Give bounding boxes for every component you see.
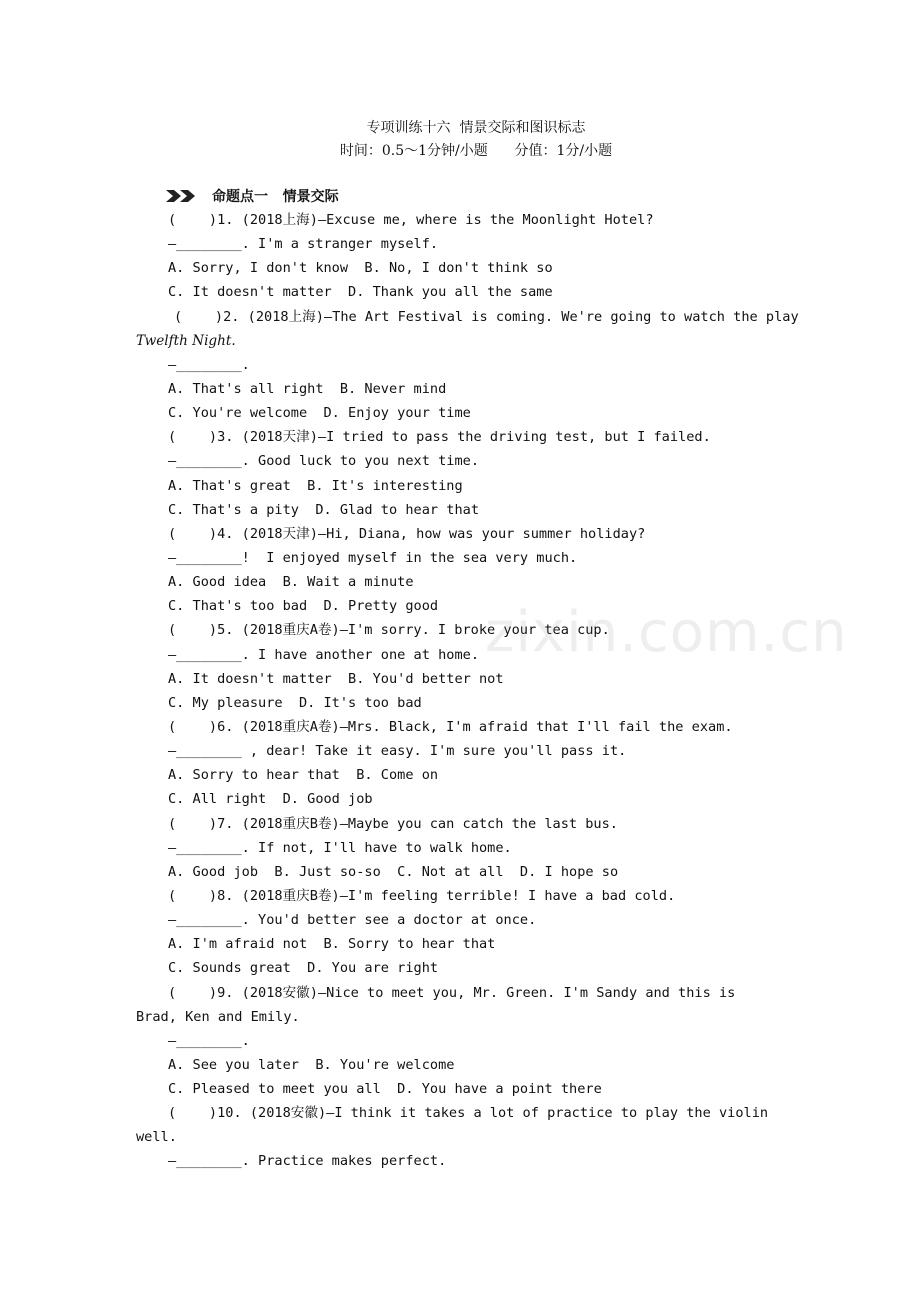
options-line: C. That's a pity D. Glad to hear that — [168, 501, 479, 518]
answer-line: —________. I have another one at home. — [168, 646, 479, 663]
page-title: 专项训练十六 情景交际和图识标志 — [366, 120, 586, 136]
answer-line: —________. — [168, 1032, 250, 1049]
answer-line: —________. I'm a stranger myself. — [168, 236, 439, 253]
options-line: C. All right D. Good job — [168, 791, 373, 808]
options-line: A. I'm afraid not B. Sorry to hear that — [168, 936, 496, 953]
answer-line: —________ , dear! Take it easy. I'm sure you'll pass it. — [168, 743, 627, 760]
watermark: zixin.com.cn — [485, 600, 848, 665]
question-stem-continued: well. — [136, 1129, 177, 1146]
answer-line: —________. Good luck to you next time. — [168, 453, 479, 470]
options-line: A. Good idea B. Wait a minute — [168, 574, 414, 591]
options-line: A. Sorry, I don't know B. No, I don't think so — [168, 260, 553, 277]
question-stem: ( )7. (2018重庆B卷)—Maybe you can catch the last bus. — [168, 815, 618, 832]
section-label: 命题点一 情景交际 — [212, 189, 339, 205]
options-line: C. It doesn't matter D. Thank you all the same — [168, 284, 553, 301]
question-stem: ( )4. (2018天津)—Hi, Diana, how was your summer holiday? — [168, 525, 646, 542]
question-stem: ( )6. (2018重庆A卷)—Mrs. Black, I'm afraid that I'll fail the exam. — [168, 718, 733, 735]
double-chevron-icon — [166, 188, 200, 204]
question-list — [136, 208, 836, 1174]
question-stem: ( )9. (2018安徽)—Nice to meet you, Mr. Green. I'm Sandy and this is — [168, 984, 736, 1001]
page-subtitle: 时间：0.5～1分钟/小题 分值：1分/小题 — [339, 143, 613, 159]
options-line: C. Sounds great D. You are right — [168, 960, 439, 977]
question-stem-continued: Twelfth Night. — [136, 332, 236, 349]
options-line: A. See you later B. You're welcome — [168, 1056, 455, 1073]
options-line: C. Pleased to meet you all D. You have a point there — [168, 1081, 602, 1098]
question-stem: ( )10. (2018安徽)—I think it takes a lot of practice to play the violin — [168, 1105, 769, 1122]
section-heading — [166, 186, 339, 206]
answer-line: —________! I enjoyed myself in the sea very much. — [168, 549, 578, 566]
options-line: C. That's too bad D. Pretty good — [168, 598, 439, 615]
question-stem-continued: Brad, Ken and Emily. — [136, 1008, 300, 1025]
question-stem: ( )1. (2018上海)—Excuse me, where is the Moonlight Hotel? — [168, 212, 654, 228]
question-stem: ( )2. (2018上海)—The Art Festival is coming. We're going to watch the play — [174, 308, 799, 325]
options-line: A. Sorry to hear that B. Come on — [168, 767, 439, 784]
question-stem: ( )5. (2018重庆A卷)—I'm sorry. I broke your tea cup. — [168, 622, 610, 639]
options-line: C. You're welcome D. Enjoy your time — [168, 405, 471, 422]
options-line: C. My pleasure D. It's too bad — [168, 694, 422, 711]
question-stem: ( )8. (2018重庆B卷)—I'm feeling terrible! I have a bad cold. — [168, 887, 676, 904]
options-line: A. It doesn't matter B. You'd better not — [168, 670, 504, 687]
answer-line: —________. — [168, 356, 250, 373]
answer-line: —________. Practice makes perfect. — [168, 1153, 447, 1170]
options-line: A. Good job B. Just so-so C. Not at all D. I hope so — [168, 863, 619, 880]
options-line: A. That's all right B. Never mind — [168, 380, 447, 397]
answer-line: —________. You'd better see a doctor at once. — [168, 912, 537, 929]
question-stem: ( )3. (2018天津)—I tried to pass the driving test, but I failed. — [168, 429, 711, 446]
options-line: A. That's great B. It's interesting — [168, 477, 463, 494]
answer-line: —________. If not, I'll have to walk home. — [168, 839, 512, 856]
